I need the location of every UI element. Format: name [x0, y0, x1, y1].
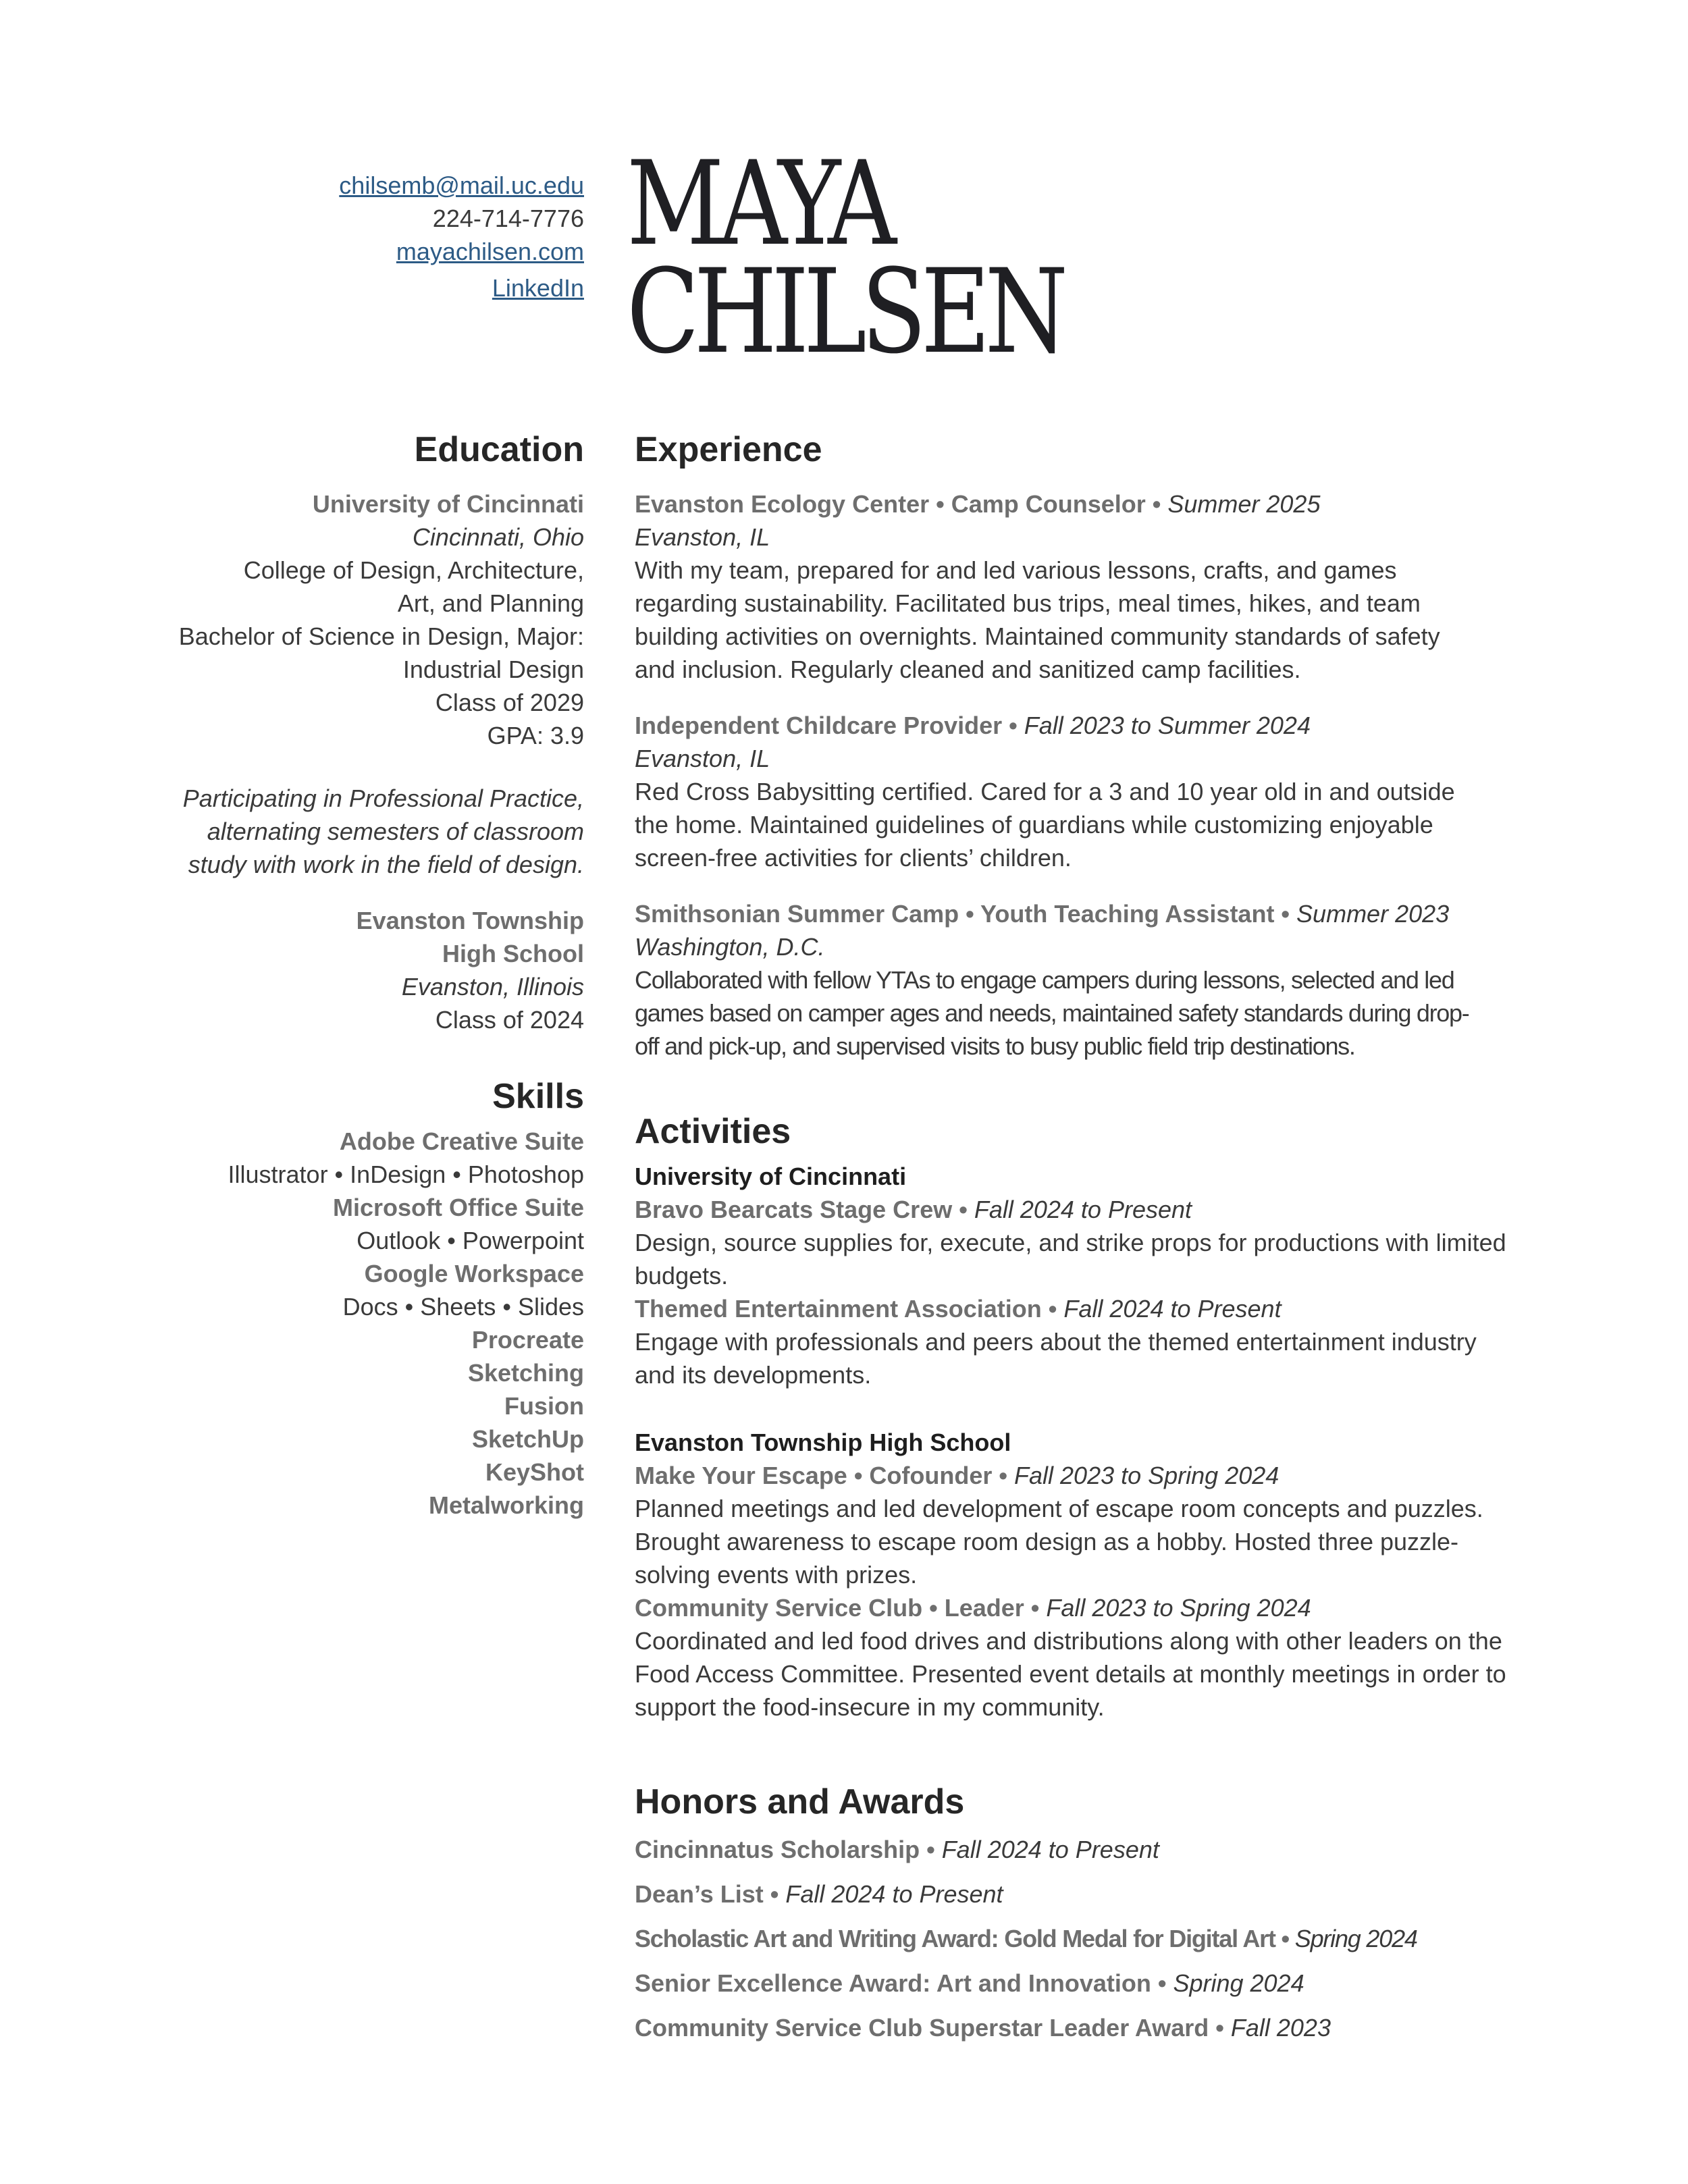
activity-item — [635, 1459, 1506, 1591]
act2-heading: Themed Entertainment Association • — [635, 1295, 1064, 1323]
job3-location: Washington, D.C. — [635, 933, 825, 961]
honor5-name: Community Service Club Superstar Leader Award • — [635, 2014, 1231, 2042]
act1-desc-line2: budgets. — [635, 1262, 729, 1289]
honor1-name: Cincinnatus Scholarship • — [635, 1836, 942, 1863]
honor-item — [635, 2006, 1506, 2050]
job2-date: Fall 2023 to Summer 2024 — [1024, 712, 1311, 739]
activity-item — [635, 1193, 1506, 1292]
job3-desc-line2: games based on camper ages and needs, maintained safety standards during drop- — [635, 999, 1469, 1027]
education-title: Education — [414, 430, 584, 469]
eths-school-line2: High School — [442, 940, 584, 967]
first-name: MAYA — [627, 136, 891, 271]
uc-note-line2: alternating semesters of classroom — [207, 818, 584, 845]
contact-block — [339, 169, 584, 304]
act1-heading: Bravo Bearcats Stage Crew • — [635, 1196, 974, 1223]
job2-desc-line1: Red Cross Babysitting certified. Cared for a 3 and 10 year old in and outside — [635, 778, 1455, 805]
uc-note-line3: study with work in the field of design. — [188, 851, 584, 878]
uc-college-line2: Art, and Planning — [397, 589, 584, 617]
act4-desc-line3: support the food-insecure in my community. — [635, 1693, 1105, 1721]
act3-desc-line3: solving events with prizes. — [635, 1561, 918, 1589]
right-column — [635, 428, 1506, 2050]
left-column — [179, 428, 584, 1522]
skill-fusion: Fusion — [504, 1392, 584, 1420]
act4-desc-line2: Food Access Committee. Presented event details at monthly meetings in order to — [635, 1660, 1506, 1688]
honor2-date: Fall 2024 to Present — [785, 1880, 1003, 1908]
honor4-date: Spring 2024 — [1173, 1969, 1304, 1997]
activity-item — [635, 1292, 1506, 1391]
skill-adobe-apps: Illustrator • InDesign • Photoshop — [228, 1161, 584, 1188]
activity-item — [635, 1591, 1506, 1724]
act3-desc-line2: Brought awareness to escape room design as a hobby. Hosted three puzzle- — [635, 1528, 1459, 1555]
uc-gpa: GPA: 3.9 — [487, 722, 584, 749]
act1-date: Fall 2024 to Present — [974, 1196, 1192, 1223]
honor2-name: Dean’s List • — [635, 1880, 786, 1908]
act3-heading: Make Your Escape • Cofounder • — [635, 1462, 1015, 1489]
job1-location: Evanston, IL — [635, 523, 770, 551]
phone-number: 224-714-7776 — [432, 205, 584, 232]
eths-school-line1: Evanston Township — [356, 907, 584, 934]
job2-desc-line3: screen-free activities for clients’ children. — [635, 844, 1072, 872]
job2-heading: Independent Childcare Provider • — [635, 712, 1024, 739]
act1-desc-line1: Design, source supplies for, execute, and strike props for productions with limited — [635, 1229, 1506, 1256]
act3-date: Fall 2023 to Spring 2024 — [1014, 1462, 1280, 1489]
uc-note-line1: Participating in Professional Practice, — [182, 784, 584, 812]
experience-title: Experience — [635, 430, 822, 469]
honor-item — [635, 1961, 1506, 2006]
job3-desc-line1: Collaborated with fellow YTAs to engage campers during lessons, selected and led — [635, 966, 1454, 994]
honor3-name: Scholastic Art and Writing Award: Gold Medal for Digital Art • — [635, 1925, 1295, 1952]
skill-metalworking: Metalworking — [428, 1491, 584, 1519]
job1-date: Summer 2025 — [1167, 490, 1321, 518]
job1-heading: Evanston Ecology Center • Camp Counselor • — [635, 490, 1168, 518]
linkedin-link[interactable]: LinkedIn — [492, 274, 584, 302]
honor-item — [635, 1828, 1506, 1872]
activities-title: Activities — [635, 1112, 791, 1151]
name-heading — [627, 136, 1063, 379]
skill-microsoft-apps: Outlook • Powerpoint — [357, 1227, 584, 1254]
uc-class: Class of 2029 — [435, 689, 584, 716]
experience-item — [635, 487, 1506, 686]
uc-college-line1: College of Design, Architecture, — [243, 556, 584, 584]
honor-item — [635, 1872, 1506, 1917]
uc-school: University of Cincinnati — [312, 490, 584, 518]
act3-desc-line1: Planned meetings and led development of escape room concepts and puzzles. — [635, 1495, 1483, 1522]
email-link[interactable]: chilsemb@mail.uc.edu — [339, 171, 584, 199]
skills-title: Skills — [492, 1077, 584, 1116]
honors-title: Honors and Awards — [635, 1782, 965, 1821]
skill-microsoft: Microsoft Office Suite — [332, 1194, 584, 1221]
experience-item — [635, 897, 1506, 1063]
skill-adobe: Adobe Creative Suite — [339, 1127, 584, 1155]
uc-degree-line2: Industrial Design — [402, 656, 584, 683]
job3-heading: Smithsonian Summer Camp • Youth Teaching Assistant • — [635, 900, 1297, 928]
job3-date: Summer 2023 — [1296, 900, 1450, 928]
eths-class: Class of 2024 — [435, 1006, 584, 1034]
activities-eths-org: Evanston Township High School — [635, 1429, 1011, 1456]
honor-item — [635, 1917, 1506, 1961]
act4-heading: Community Service Club • Leader • — [635, 1594, 1047, 1622]
act4-desc-line1: Coordinated and led food drives and distributions along with other leaders on the — [635, 1627, 1502, 1655]
skill-procreate: Procreate — [471, 1326, 584, 1354]
job2-desc-line2: the home. Maintained guidelines of guardians while customizing enjoyable — [635, 811, 1433, 838]
job2-location: Evanston, IL — [635, 745, 770, 772]
skill-sketchup: SketchUp — [471, 1425, 584, 1453]
job1-desc-line4: and inclusion. Regularly cleaned and sanitized camp facilities. — [635, 656, 1301, 683]
uc-location: Cincinnati, Ohio — [412, 523, 584, 551]
activities-uc-org: University of Cincinnati — [635, 1163, 907, 1190]
act2-date: Fall 2024 to Present — [1063, 1295, 1282, 1323]
job1-desc-line1: With my team, prepared for and led various lessons, crafts, and games — [635, 556, 1397, 584]
skill-keyshot: KeyShot — [485, 1458, 584, 1486]
job1-desc-line3: building activities on overnights. Maintained community standards of safety — [635, 622, 1440, 650]
skill-google: Google Workspace — [364, 1260, 584, 1287]
honor4-name: Senior Excellence Award: Art and Innovation • — [635, 1969, 1173, 1997]
honor1-date: Fall 2024 to Present — [941, 1836, 1159, 1863]
act2-desc-line2: and its developments. — [635, 1361, 872, 1389]
website-link[interactable]: mayachilsen.com — [396, 238, 584, 265]
skill-sketching: Sketching — [467, 1359, 584, 1387]
honor3-date: Spring 2024 — [1294, 1925, 1417, 1952]
honor5-date: Fall 2023 — [1230, 2014, 1331, 2042]
skill-google-apps: Docs • Sheets • Slides — [342, 1293, 584, 1321]
experience-item — [635, 709, 1506, 874]
job3-desc-line3: off and pick-up, and supervised visits to busy public field trip destinations. — [635, 1032, 1355, 1060]
uc-degree-line1: Bachelor of Science in Design, Major: — [178, 622, 584, 650]
last-name: CHILSEN — [627, 244, 1063, 379]
job1-desc-line2: regarding sustainability. Facilitated bus trips, meal times, hikes, and team — [635, 589, 1421, 617]
act4-date: Fall 2023 to Spring 2024 — [1046, 1594, 1311, 1622]
act2-desc-line1: Engage with professionals and peers about the themed entertainment industry — [635, 1328, 1477, 1356]
eths-location: Evanston, Illinois — [401, 973, 584, 1001]
